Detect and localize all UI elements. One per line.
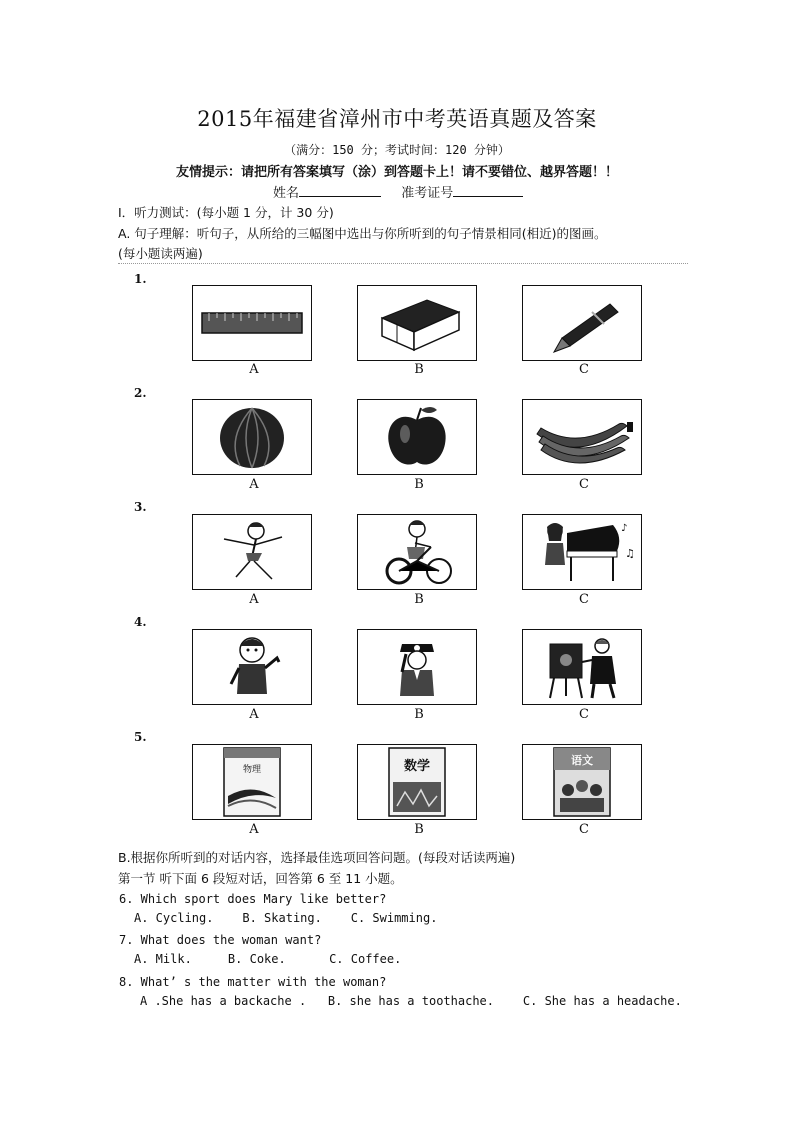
police-officer-icon xyxy=(372,632,462,702)
option-picture[interactable] xyxy=(522,399,642,475)
option-picture[interactable] xyxy=(192,744,312,820)
svg-text:♪: ♪ xyxy=(621,523,628,534)
watermelon-icon xyxy=(212,402,292,472)
page-title: 2015年福建省漳州市中考英语真题及答案 xyxy=(197,107,597,131)
apple-icon xyxy=(377,402,457,472)
option-picture[interactable] xyxy=(522,744,642,820)
option-picture[interactable] xyxy=(357,514,477,590)
option-picture[interactable] xyxy=(192,285,312,361)
option-picture[interactable] xyxy=(192,399,312,475)
option-label: C xyxy=(579,707,589,722)
svg-text:♫: ♫ xyxy=(625,547,635,560)
painter-icon xyxy=(532,632,632,702)
option-label: A xyxy=(249,362,259,377)
worker-icon xyxy=(207,632,297,702)
name-blank[interactable] xyxy=(299,184,381,197)
part-a-note: (每小题读两遍) xyxy=(118,246,203,261)
answer-options: A .She has a backache . B. she has a toothache. C. She has a headache. xyxy=(140,994,682,1008)
cycling-girl-icon xyxy=(367,517,467,587)
answer-options: A. Milk. B. Coke. C. Coffee. xyxy=(134,952,402,966)
section-heading: Ⅰ．听力测试：(每小题 1 分，计 30 分) xyxy=(118,205,334,220)
question-number: 1. xyxy=(134,272,147,286)
banana-icon xyxy=(527,404,637,470)
part-b-instruction: B.根据你所听到的对话内容，选择最佳选项回答问题。(每段对话读两遍) xyxy=(118,850,516,865)
eraser-icon xyxy=(367,290,467,356)
dancing-girl-icon xyxy=(202,517,302,587)
answer-options: A. Cycling. B. Skating. C. Swimming. xyxy=(134,911,438,925)
option-picture[interactable] xyxy=(357,629,477,705)
option-label: B xyxy=(414,477,424,492)
option-picture[interactable] xyxy=(357,285,477,361)
ruler-icon xyxy=(197,303,307,343)
option-label: B xyxy=(414,592,424,607)
option-label: A xyxy=(249,707,259,722)
question-text: 6. Which sport does Mary like better? xyxy=(119,892,387,906)
option-label: C xyxy=(579,362,589,377)
option-label: A xyxy=(249,592,259,607)
exam-number-label: 准考证号 xyxy=(401,186,454,201)
question-number: 4. xyxy=(134,615,147,629)
question-number: 5. xyxy=(134,730,147,744)
option-label: B xyxy=(414,707,424,722)
option-label: C xyxy=(579,592,589,607)
math-book-icon xyxy=(385,746,449,818)
physics-book-icon xyxy=(220,746,284,818)
option-picture[interactable] xyxy=(357,399,477,475)
book-title: 数学 xyxy=(403,759,431,774)
name-row xyxy=(273,182,523,201)
option-label: B xyxy=(414,362,424,377)
part-b-section-heading: 第一节 听下面 6 段短对话，回答第 6 至 11 小题。 xyxy=(118,871,403,886)
question-number: 2. xyxy=(134,386,147,400)
option-label: B xyxy=(414,822,424,837)
question-text: 7. What does the woman want? xyxy=(119,933,322,947)
friendly-tip: 友情提示：请把所有答案填写（涂）到答题卡上！请不要错位、越界答题！！ xyxy=(175,165,618,180)
book-title: 物理 xyxy=(242,765,262,775)
chinese-book-icon xyxy=(550,746,614,818)
exam-info: （满分：150 分；考试时间：120 分钟） xyxy=(284,143,510,157)
option-label: C xyxy=(579,822,589,837)
option-picture[interactable] xyxy=(357,744,477,820)
divider xyxy=(118,263,688,264)
name-label: 姓名 xyxy=(273,186,300,201)
option-picture[interactable] xyxy=(522,514,642,590)
option-picture[interactable] xyxy=(522,629,642,705)
option-picture[interactable] xyxy=(522,285,642,361)
question-number: 3. xyxy=(134,500,147,514)
pen-icon xyxy=(532,290,632,356)
option-label: C xyxy=(579,477,589,492)
book-title: 语文 xyxy=(571,754,593,767)
piano-player-icon xyxy=(527,517,637,587)
option-label: A xyxy=(249,822,259,837)
option-label: A xyxy=(249,477,259,492)
option-picture[interactable] xyxy=(192,629,312,705)
part-a-instruction: A. 句子理解：听句子，从所给的三幅图中选出与你所听到的句子情景相同(相近)的图画。 xyxy=(118,226,607,241)
question-text: 8. What’ s the matter with the woman? xyxy=(119,975,387,989)
exam-number-blank[interactable] xyxy=(453,184,523,197)
option-picture[interactable] xyxy=(192,514,312,590)
